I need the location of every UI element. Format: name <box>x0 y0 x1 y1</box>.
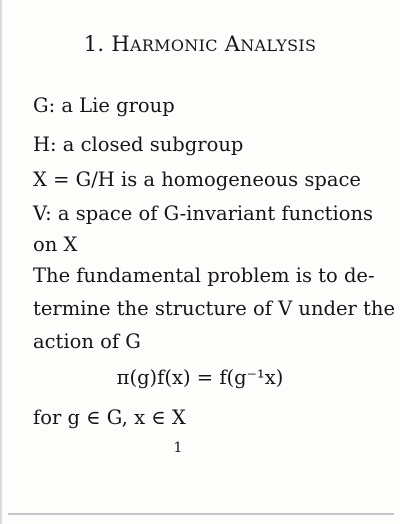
problem-statement-line-1: The fundamental problem is to de- <box>33 264 375 287</box>
definition-closed-subgroup: H: a closed subgroup <box>33 133 244 156</box>
problem-statement-line-3: action of G <box>33 330 141 353</box>
definition-function-space-continued: on X <box>33 233 78 256</box>
equation-quantifier: for g ∈ G, x ∈ X <box>33 406 186 429</box>
title-word-1: HARMONIC <box>111 32 218 56</box>
action-equation: π(g)f(x) = f(g⁻¹x) <box>116 366 284 389</box>
title-word-2: ANALYSIS <box>224 32 317 56</box>
problem-statement-line-2: termine the structure of V under the <box>33 297 395 320</box>
definition-homogeneous-space: X = G/H is a homogeneous space <box>33 168 361 191</box>
section-number: 1. <box>83 32 105 56</box>
page-number: 1 <box>173 440 183 456</box>
section-title <box>0 32 400 56</box>
definition-function-space: V: a space of G-invariant functions <box>33 202 374 225</box>
bottom-scan-edge <box>8 513 394 515</box>
definition-lie-group: G: a Lie group <box>33 94 175 117</box>
